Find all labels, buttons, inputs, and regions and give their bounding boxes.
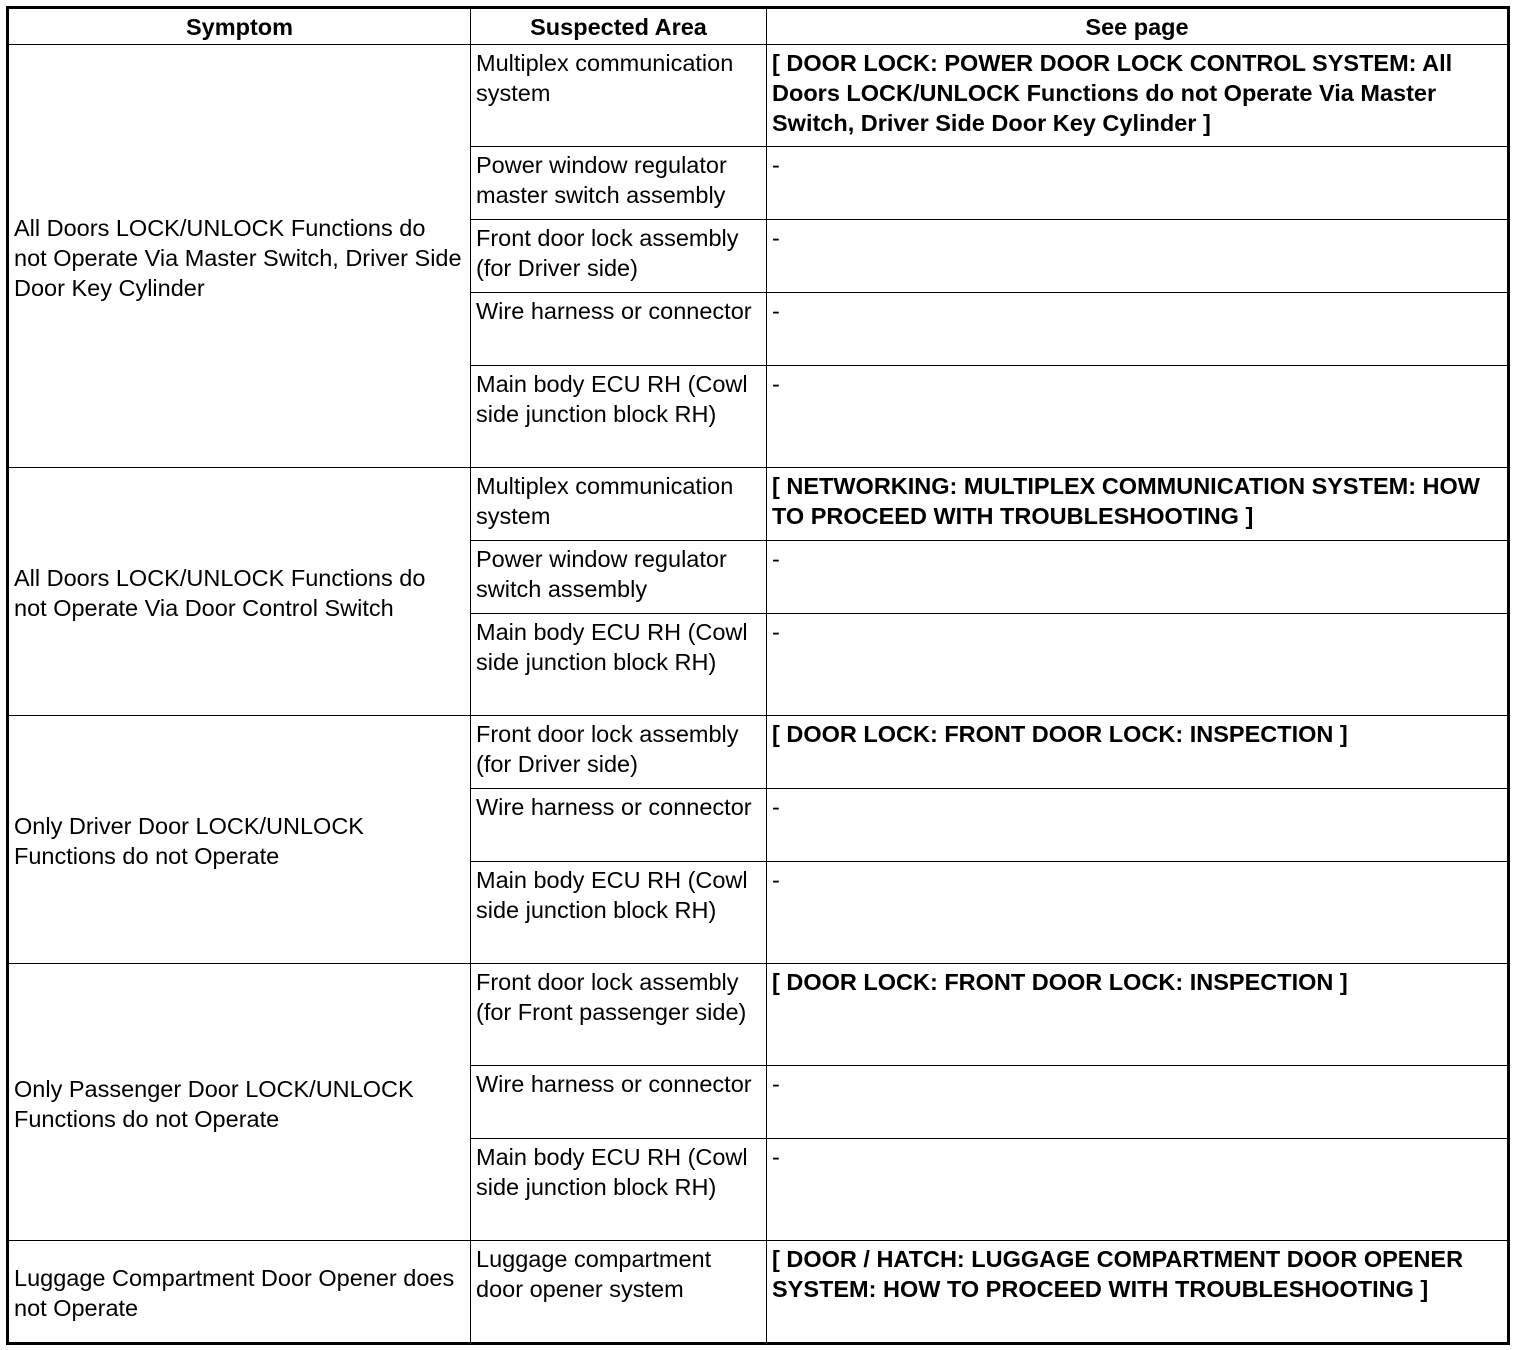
table-row [8,716,1509,789]
see-page-cell: - [767,862,1509,964]
see-page-link[interactable]: [ DOOR LOCK: FRONT DOOR LOCK: INSPECTION ] [767,964,1509,1066]
table-row [8,964,1509,1066]
suspected-area-cell: Front door lock assembly (for Driver side) [471,220,767,293]
suspected-area-cell: Main body ECU RH (Cowl side junction block RH) [471,862,767,964]
see-page-cell: - [767,541,1509,614]
symptom-cell: Luggage Compartment Door Opener does not Operate [8,1241,471,1344]
header-suspected-area: Suspected Area [471,8,767,45]
see-page-cell: - [767,1139,1509,1241]
see-page-link[interactable]: [ DOOR LOCK: POWER DOOR LOCK CONTROL SYSTEM: All Doors LOCK/UNLOCK Functions do not Operate Via Master Switch, Driver Side Door Key Cylinder ] [767,45,1509,147]
suspected-area-cell: Main body ECU RH (Cowl side junction block RH) [471,1139,767,1241]
suspected-area-cell: Wire harness or connector [471,789,767,862]
table-row [8,1241,1509,1344]
table-row [8,468,1509,541]
header-see-page: See page [767,8,1509,45]
suspected-area-cell: Multiplex communication system [471,45,767,147]
symptom-cell: Only Passenger Door LOCK/UNLOCK Functions do not Operate [8,964,471,1241]
see-page-cell: - [767,293,1509,366]
suspected-area-cell: Power window regulator switch assembly [471,541,767,614]
see-page-link[interactable]: [ DOOR / HATCH: LUGGAGE COMPARTMENT DOOR OPENER SYSTEM: HOW TO PROCEED WITH TROUBLESHOOTING ] [767,1241,1509,1344]
suspected-area-cell: Front door lock assembly (for Driver side) [471,716,767,789]
see-page-cell: - [767,614,1509,716]
table-row [8,45,1509,147]
suspected-area-cell: Luggage compartment door opener system [471,1241,767,1344]
see-page-link[interactable]: [ NETWORKING: MULTIPLEX COMMUNICATION SYSTEM: HOW TO PROCEED WITH TROUBLESHOOTING ] [767,468,1509,541]
suspected-area-cell: Main body ECU RH (Cowl side junction block RH) [471,614,767,716]
see-page-cell: - [767,147,1509,220]
see-page-cell: - [767,366,1509,468]
suspected-area-cell: Main body ECU RH (Cowl side junction block RH) [471,366,767,468]
see-page-cell: - [767,1066,1509,1139]
see-page-link[interactable]: [ DOOR LOCK: FRONT DOOR LOCK: INSPECTION ] [767,716,1509,789]
suspected-area-cell: Wire harness or connector [471,293,767,366]
symptom-cell: Only Driver Door LOCK/UNLOCK Functions do not Operate [8,716,471,964]
suspected-area-cell: Power window regulator master switch assembly [471,147,767,220]
symptom-cell: All Doors LOCK/UNLOCK Functions do not Operate Via Door Control Switch [8,468,471,716]
symptom-cell: All Doors LOCK/UNLOCK Functions do not Operate Via Master Switch, Driver Side Door Key Cylinder [8,45,471,468]
suspected-area-cell: Multiplex communication system [471,468,767,541]
header-row [8,8,1509,45]
see-page-cell: - [767,789,1509,862]
suspected-area-cell: Front door lock assembly (for Front passenger side) [471,964,767,1066]
header-symptom: Symptom [8,8,471,45]
problem-symptoms-table [6,6,1510,1345]
suspected-area-cell: Wire harness or connector [471,1066,767,1139]
see-page-cell: - [767,220,1509,293]
